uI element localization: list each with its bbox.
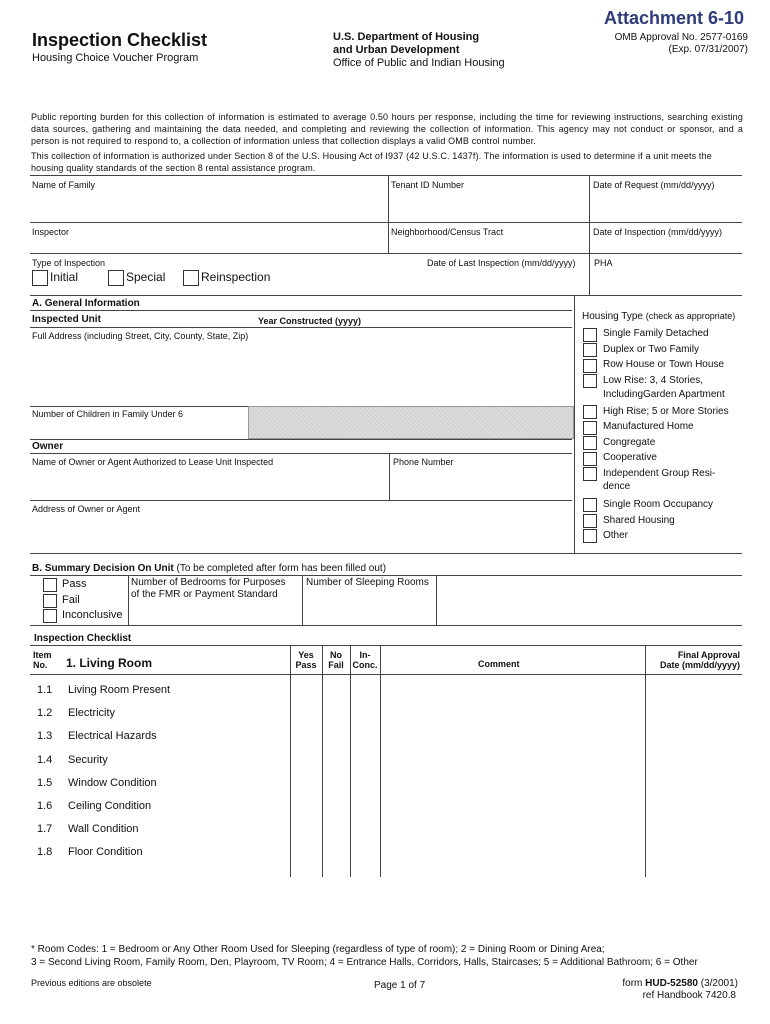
initial-label: Initial xyxy=(50,270,79,284)
table-row xyxy=(30,819,742,842)
inspector-label: Inspector xyxy=(32,227,70,237)
inspector-field[interactable] xyxy=(31,238,386,252)
comment-cell[interactable] xyxy=(381,796,645,818)
owner-name-field[interactable] xyxy=(31,469,386,499)
burden-statement: Public reporting burden for this collection of information is estimated to average 0.50 hours per response, including the time for reviewing instructions, searching existing data sources, gathering and maintaining the data needed, and completing and reviewing the collection of information. This agency may not conduct or sponsor, and a person is not required to respond to, a collection of information unless that collection displays a valid OMB control number. xyxy=(31,112,743,146)
omb-expiration: (Exp. 07/31/2007) xyxy=(668,44,748,55)
comment-cell[interactable] xyxy=(381,842,645,864)
comment-cell[interactable] xyxy=(381,726,645,748)
date-of-inspection-field[interactable] xyxy=(591,238,741,252)
inconclusive-cell[interactable] xyxy=(351,842,380,864)
final-approval-cell[interactable] xyxy=(646,726,741,748)
yes-pass-cell[interactable] xyxy=(291,819,322,841)
item-label: Wall Condition xyxy=(68,823,139,835)
inconclusive-cell[interactable] xyxy=(351,726,380,748)
owner-name-label: Name of Owner or Agent Authorized to Lease Unit Inspected xyxy=(32,457,274,467)
tenant-id-field[interactable] xyxy=(390,192,586,220)
group-residence-checkbox[interactable] xyxy=(583,467,597,481)
department-line-2: and Urban Development xyxy=(333,44,460,56)
phone-number-label: Phone Number xyxy=(393,457,454,467)
yes-pass-cell[interactable] xyxy=(291,680,322,702)
name-of-family-field[interactable] xyxy=(31,192,386,220)
no-fail-cell[interactable] xyxy=(323,750,350,772)
checklist-heading: Inspection Checklist xyxy=(34,633,132,644)
final-approval-cell[interactable] xyxy=(646,796,741,818)
special-checkbox[interactable] xyxy=(108,270,124,286)
other-housing-label: Other xyxy=(603,530,629,541)
single-room-occupancy-checkbox[interactable] xyxy=(583,498,597,512)
table-row xyxy=(30,726,742,749)
bedrooms-label-2: of the FMR or Payment Standard xyxy=(131,589,278,600)
comment-cell[interactable] xyxy=(381,703,645,725)
final-approval-header: Final Approval Date (mm/dd/yyyy) xyxy=(659,650,740,670)
inconclusive-cell[interactable] xyxy=(351,796,380,818)
row-house-checkbox[interactable] xyxy=(583,359,597,373)
no-fail-cell[interactable] xyxy=(323,773,350,795)
item-label: Security xyxy=(68,754,108,766)
table-row xyxy=(30,680,742,703)
special-label: Special xyxy=(126,270,166,284)
congregate-label: Congregate xyxy=(603,437,656,448)
fail-label: Fail xyxy=(62,594,80,606)
low-rise-label: Low Rise: 3, 4 Stories, xyxy=(603,375,704,386)
no-fail-cell[interactable] xyxy=(323,842,350,864)
obsolete-notice: Previous editions are obsolete xyxy=(31,978,152,988)
owner-address-label: Address of Owner or Agent xyxy=(32,504,141,514)
single-room-occupancy-label: Single Room Occupancy xyxy=(603,499,714,510)
pass-label: Pass xyxy=(62,578,87,590)
inconclusive-header: In- Conc. xyxy=(352,650,378,670)
item-number: 1.6 xyxy=(37,800,53,812)
duplex-label: Duplex or Two Family xyxy=(603,344,699,355)
item-label: Living Room Present xyxy=(68,684,171,696)
single-family-checkbox[interactable] xyxy=(583,328,597,342)
phone-number-field[interactable] xyxy=(391,469,572,499)
number-column-header: No. xyxy=(33,660,48,670)
room-codes-line-1: * Room Codes: 1 = Bedroom or Any Other Room Used for Sleeping (regardless of type of room); 2 = Dining Room or Dining Area; xyxy=(31,944,605,955)
comment-cell[interactable] xyxy=(381,773,645,795)
item-label: Electrical Hazards xyxy=(68,730,157,742)
inconclusive-cell[interactable] xyxy=(351,773,380,795)
inconclusive-cell[interactable] xyxy=(351,703,380,725)
duplex-checkbox[interactable] xyxy=(583,343,597,357)
initial-checkbox[interactable] xyxy=(32,270,48,286)
section-a-heading: A. General Information xyxy=(32,298,140,309)
owner-heading: Owner xyxy=(32,441,64,452)
manufactured-home-checkbox[interactable] xyxy=(583,421,597,435)
yes-pass-cell[interactable] xyxy=(291,703,322,725)
date-of-request-label: Date of Request (mm/dd/yyyy) xyxy=(593,180,715,190)
inconclusive-label: Inconclusive xyxy=(62,609,123,621)
date-last-inspection-label: Date of Last Inspection (mm/dd/yyyy) xyxy=(427,258,576,268)
full-address-field[interactable] xyxy=(31,343,571,403)
children-under-6-label: Number of Children in Family Under 6 xyxy=(32,409,184,419)
housing-type-heading: Housing Type (check as appropriate) xyxy=(582,311,736,322)
comment-cell[interactable] xyxy=(381,750,645,772)
final-approval-cell[interactable] xyxy=(646,819,741,841)
no-fail-cell[interactable] xyxy=(323,680,350,702)
high-rise-label: High Rise; 5 or More Stories xyxy=(603,406,729,417)
inspected-unit-label: Inspected Unit xyxy=(32,314,101,325)
final-approval-cell[interactable] xyxy=(646,842,741,864)
authority-statement: This collection of information is authorized under Section 8 of the U.S. Housing Act of I937 (42 U.S.C. 1437f). The information is used to determine if a unit meets the housing quality standards of the section 8 rental assistance program. xyxy=(31,151,712,173)
item-label: Electricity xyxy=(68,707,116,719)
high-rise-checkbox[interactable] xyxy=(583,405,597,419)
yes-pass-cell[interactable] xyxy=(291,842,322,864)
item-label: Floor Condition xyxy=(68,846,143,858)
final-approval-cell[interactable] xyxy=(646,703,741,725)
table-row xyxy=(30,796,742,819)
children-under-6-field[interactable] xyxy=(248,406,574,439)
neighborhood-field[interactable] xyxy=(390,238,586,252)
item-column-header: Item xyxy=(33,650,52,660)
form-number: form HUD-52580 (3/2001) xyxy=(622,978,738,989)
bedrooms-label: Number of Bedrooms for Purposes xyxy=(131,577,286,588)
row-house-label: Row House or Town House xyxy=(603,359,724,370)
shared-housing-checkbox[interactable] xyxy=(583,514,597,528)
table-row xyxy=(30,773,742,796)
office-name: Office of Public and Indian Housing xyxy=(333,57,505,69)
table-row xyxy=(30,750,742,773)
attachment-label: Attachment 6-10 xyxy=(604,8,745,28)
yes-pass-cell[interactable] xyxy=(291,750,322,772)
no-fail-header: No Fail xyxy=(328,650,344,670)
item-label: Ceiling Condition xyxy=(68,800,152,812)
sleeping-rooms-label: Number of Sleeping Rooms xyxy=(306,577,429,588)
item-number: 1.3 xyxy=(37,730,53,742)
cooperative-label: Cooperative xyxy=(603,452,657,463)
item-number: 1.7 xyxy=(37,823,53,835)
room-heading: 1. Living Room xyxy=(66,656,153,670)
cooperative-checkbox[interactable] xyxy=(583,452,597,466)
low-rise-label-2: IncludingGarden Apartment xyxy=(603,389,725,400)
handbook-reference: ref Handbook 7420.8 xyxy=(642,990,736,1001)
group-residence-label: Independent Group Resi- xyxy=(603,468,716,479)
pha-field[interactable] xyxy=(591,270,741,294)
item-number: 1.1 xyxy=(37,684,53,696)
table-row xyxy=(30,842,742,865)
manufactured-home-label: Manufactured Home xyxy=(603,421,694,432)
department-line-1: U.S. Department of Housing xyxy=(333,31,480,43)
tenant-id-label: Tenant ID Number xyxy=(391,180,465,190)
inconclusive-checkbox[interactable] xyxy=(43,609,57,623)
item-label: Window Condition xyxy=(68,777,157,789)
name-of-family-label: Name of Family xyxy=(32,180,96,190)
year-constructed-label: Year Constructed (yyyy) xyxy=(258,316,362,326)
date-of-inspection-label: Date of Inspection (mm/dd/yyyy) xyxy=(593,227,723,237)
reinspection-checkbox[interactable] xyxy=(183,270,199,286)
comment-header: Comment xyxy=(478,659,520,669)
shared-housing-label: Shared Housing xyxy=(603,515,675,526)
final-approval-cell[interactable] xyxy=(646,750,741,772)
inconclusive-cell[interactable] xyxy=(351,819,380,841)
no-fail-cell[interactable] xyxy=(323,796,350,818)
comment-cell[interactable] xyxy=(381,819,645,841)
fail-checkbox[interactable] xyxy=(43,594,57,608)
item-number: 1.2 xyxy=(37,707,53,719)
room-codes-line-2: 3 = Second Living Room, Family Room, Den, Playroom, TV Room; 4 = Entrance Halls, Corridors, Halls, Staircases; 5 = Additional Bathroom; 6 = Other xyxy=(31,957,698,968)
inconclusive-cell[interactable] xyxy=(351,680,380,702)
date-of-request-field[interactable] xyxy=(591,192,741,220)
congregate-checkbox[interactable] xyxy=(583,436,597,450)
final-approval-cell[interactable] xyxy=(646,773,741,795)
summary-decision-field[interactable] xyxy=(438,577,741,623)
yes-pass-header: Yes Pass xyxy=(295,650,317,670)
other-housing-checkbox[interactable] xyxy=(583,529,597,543)
owner-address-field[interactable] xyxy=(31,516,571,551)
inconclusive-cell[interactable] xyxy=(351,750,380,772)
reinspection-label: Reinspection xyxy=(201,270,271,284)
full-address-label: Full Address (including Street, City, County, State, Zip) xyxy=(32,331,249,341)
comment-cell[interactable] xyxy=(381,680,645,702)
yes-pass-cell[interactable] xyxy=(291,796,322,818)
final-approval-cell[interactable] xyxy=(646,680,741,702)
no-fail-cell[interactable] xyxy=(323,726,350,748)
yes-pass-cell[interactable] xyxy=(291,726,322,748)
no-fail-cell[interactable] xyxy=(323,819,350,841)
page-title: Inspection Checklist xyxy=(32,30,208,50)
item-number: 1.5 xyxy=(37,777,53,789)
yes-pass-cell[interactable] xyxy=(291,773,322,795)
group-residence-label-2: dence xyxy=(603,481,631,492)
section-b-heading: B. Summary Decision On Unit (To be completed after form has been filled out) xyxy=(32,563,387,574)
single-family-label: Single Family Detached xyxy=(603,328,709,339)
pha-label: PHA xyxy=(594,258,613,268)
program-name: Housing Choice Voucher Program xyxy=(32,52,199,64)
no-fail-cell[interactable] xyxy=(323,703,350,725)
page-number: Page 1 of 7 xyxy=(374,980,426,991)
item-number: 1.4 xyxy=(37,754,53,766)
table-row xyxy=(30,703,742,726)
pass-checkbox[interactable] xyxy=(43,578,57,592)
item-number: 1.8 xyxy=(37,846,53,858)
low-rise-checkbox[interactable] xyxy=(583,374,597,388)
omb-approval: OMB Approval No. 2577-0169 xyxy=(614,32,748,43)
type-of-inspection-label: Type of Inspection xyxy=(32,258,106,268)
neighborhood-label: Neighborhood/Census Tract xyxy=(391,227,504,237)
